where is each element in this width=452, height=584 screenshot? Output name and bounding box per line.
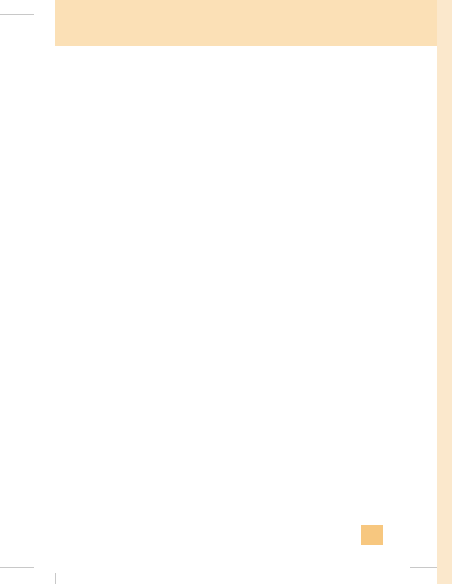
page-number-box — [361, 525, 383, 545]
watermark — [138, 170, 313, 450]
side-strip — [437, 0, 452, 584]
header-banner — [55, 0, 437, 46]
